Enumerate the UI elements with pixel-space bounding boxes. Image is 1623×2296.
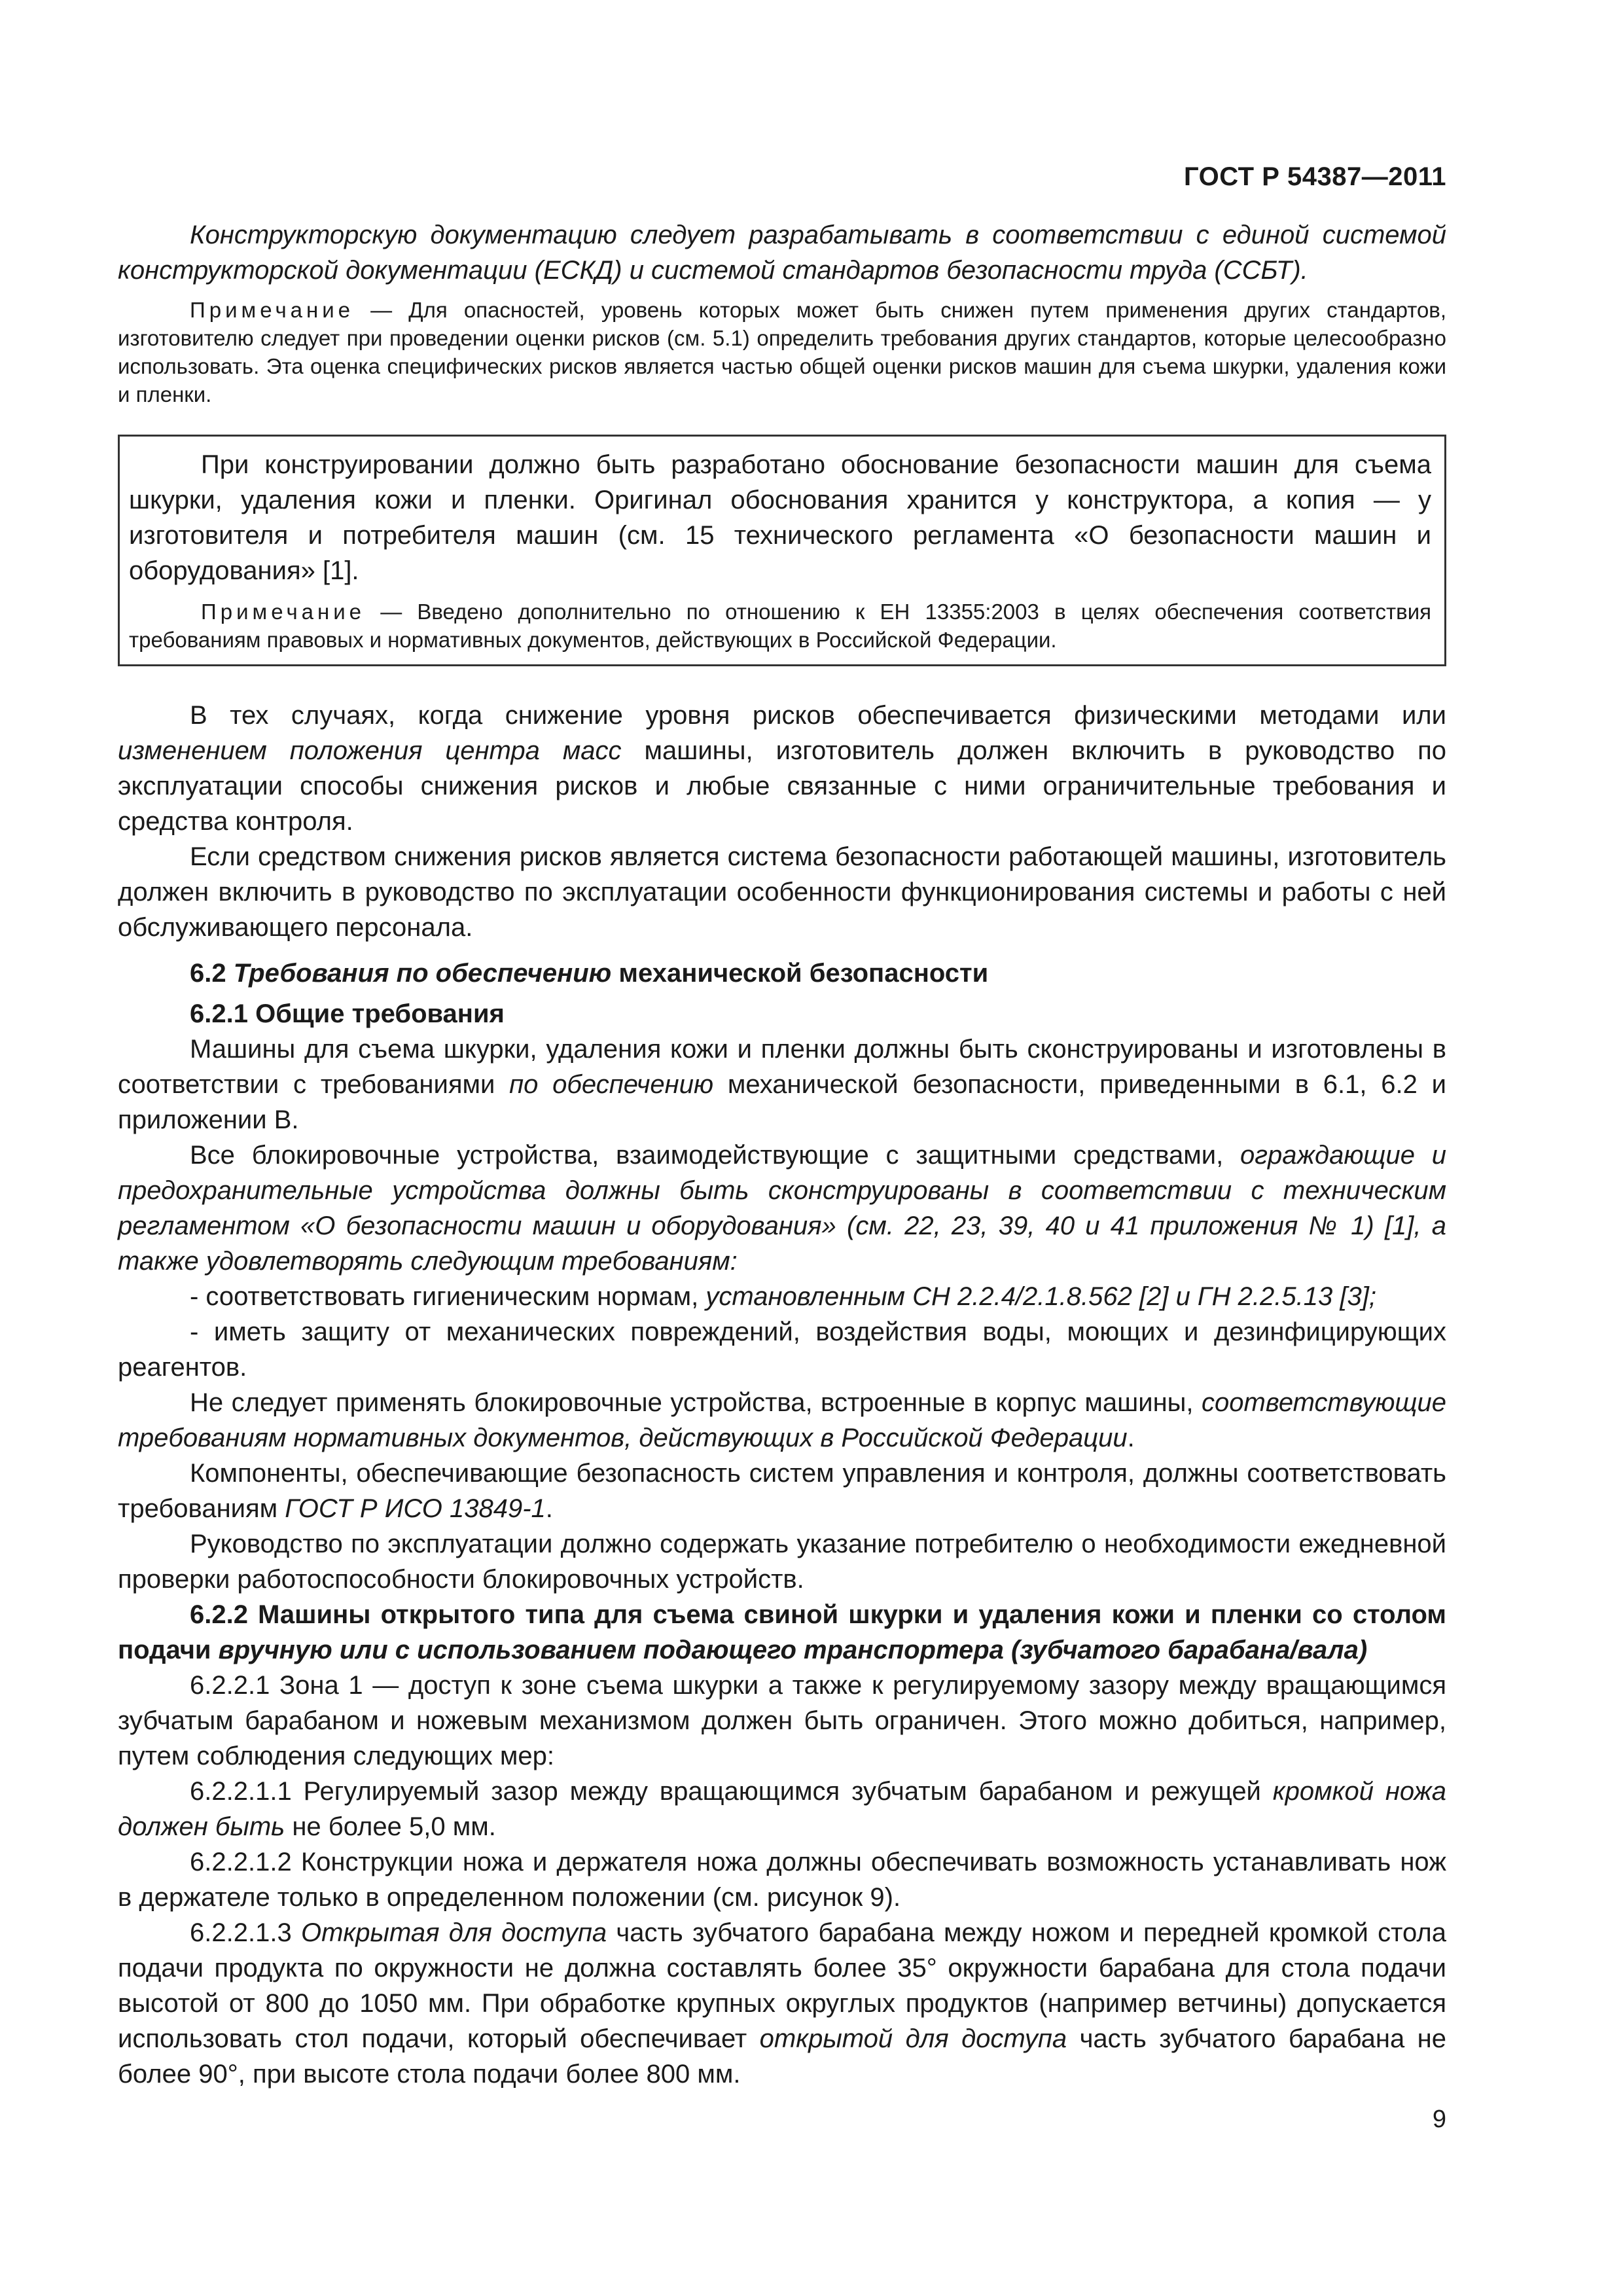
text-run: не более 5,0 мм. bbox=[285, 1812, 496, 1841]
italic-run: открытой для доступа bbox=[759, 2024, 1067, 2053]
paragraph-safety-system: Если средством снижения рисков является система безопасности работающей машины, изготовитель должен включить в руководство по эксплуатации особенности функционирования системы и работы с ней обслуживающего персонала. bbox=[118, 842, 1446, 942]
text-run: Машины для съема шкурки, удаления кожи и пленки должны быть сконструированы и изготовлены в соответствии с требованиями bbox=[118, 1035, 1446, 1099]
paragraph-components bbox=[118, 1456, 1446, 1526]
italic-run: по обеспечению bbox=[509, 1070, 714, 1099]
box-note-label: Примечание bbox=[201, 600, 366, 624]
paragraph-6-2-2-1: 6.2.2.1 Зона 1 — доступ к зоне съема шкурки а также к регулируемому зазору между вращающимся зубчатым барабаном и ножевым механизмом должен быть ограничен. Этого можно добиться, например, путем соблюдения следующих мер: bbox=[118, 1671, 1446, 1770]
intro-paragraph: Конструкторскую документацию следует разрабатывать в соответствии с единой системой конструкторской документации (ЕСКД) и системой стандартов безопасности труда (ССБТ). bbox=[118, 221, 1446, 285]
section-heading-6-2-1 bbox=[118, 996, 1446, 1031]
text-run: В тех случаях, когда снижение уровня рисков обеспечивается физическими методами или bbox=[190, 701, 1446, 730]
italic-run: кромкой ножа должен быть bbox=[118, 1777, 1447, 1841]
section-number: 6.2.2 bbox=[190, 1600, 248, 1629]
note-paragraph bbox=[118, 296, 1446, 408]
box-paragraph: При конструировании должно быть разработано обоснование безопасности машин для съема шкурки, удаления кожи и пленки. Оригинал обоснования хранится у конструктора, а копия — у изготовителя и потребителя машин (см. 15 технического регламента «О безопасности машин и оборудования» [1]. bbox=[129, 450, 1431, 585]
text-run: - соответствовать гигиеническим нормам, bbox=[190, 1282, 706, 1311]
paragraph-machines bbox=[118, 1031, 1446, 1138]
text-run: часть зубчатого барабана не более 90°, при высоте стола подачи более 800 мм. bbox=[118, 2024, 1447, 2089]
italic-run: ограждающие и предохранительные устройства должны быть сконструированы в соответствии с техническим регламентом «О безопасности машин и оборудования» (см. 22, 23, 39, 40 и 41 приложения № 1) [1], а также удовлетворять следующим требованиям: bbox=[118, 1141, 1446, 1276]
paragraph-6-2-2-1-2: 6.2.2.1.2 Конструкции ножа и держателя ножа должны обеспечивать возможность устанавливать нож в держателе только в определенном положении (см. рисунок 9). bbox=[118, 1848, 1446, 1912]
box-note-text: — Введено дополнительно по отношению к ЕН 13355:2003 в целях обеспечения соответствия требованиям правовых и нормативных документов, действующих в Российской Федерации. bbox=[129, 600, 1432, 652]
text-run: машины, изготовитель должен включить в руководство по эксплуатации способы снижения рисков и любые связанные с ними ограничительные требования и средства контроля. bbox=[118, 736, 1446, 836]
text-run: Не следует применять блокировочные устройства, встроенные в корпус машины, bbox=[190, 1388, 1202, 1417]
paragraph-6-2-2-1-3 bbox=[118, 1915, 1446, 2092]
text-run: часть зубчатого барабана между ножом и передней кромкой стола подачи продукта по окружности не должна составлять более 35° окружности барабана для стола подачи высотой от 800 до 1050 мм. При обработке крупных округлых продуктов (например ветчины) допускается использовать стол подачи, который обеспечивает bbox=[118, 1918, 1447, 2053]
italic-run: изменением положения центра масс bbox=[118, 736, 622, 765]
box-note bbox=[129, 598, 1431, 654]
page-content bbox=[118, 217, 1446, 2092]
text-run: . bbox=[1127, 1424, 1135, 1452]
text-run: 6.2.2.1.3 bbox=[190, 1918, 301, 1947]
framed-addition-box bbox=[118, 435, 1446, 666]
paragraph-cases bbox=[118, 698, 1446, 839]
list-item: - иметь защиту от механических повреждений, воздействия воды, моющих и дезинфицирующих реагентов. bbox=[118, 1318, 1446, 1382]
section-number: 6.2.1 bbox=[190, 999, 248, 1028]
list-item bbox=[118, 1279, 1446, 1314]
text-run: Все блокировочные устройства, взаимодействующие с защитными средствами, bbox=[190, 1141, 1241, 1170]
italic-run: вручную или с использованием подающего транспортера (зубчатого барабана/вала) bbox=[218, 1636, 1368, 1664]
section-title: Общие требования bbox=[255, 999, 505, 1028]
section-number: 6.2 bbox=[190, 959, 226, 988]
paragraph-6-2-2-1-1 bbox=[118, 1774, 1446, 1844]
text-run: механической безопасности, приведенными в 6.1, 6.2 и приложении В. bbox=[118, 1070, 1446, 1134]
section-heading-6-2 bbox=[118, 956, 1446, 991]
paragraph-not-apply bbox=[118, 1385, 1446, 1456]
note-text: — Для опасностей, уровень которых может быть снижен путем применения других стандартов, изготовителю следует при проведении оценки рисков (см. 5.1) определить требования других стандартов, которые целесообразно использовать. Эта оценка специфических рисков является частью общей оценки рисков машин для съема шкурки, удаления кожи и пленки. bbox=[118, 298, 1447, 406]
text-run: механической безопасности bbox=[611, 959, 989, 988]
note-label: Примечание bbox=[190, 298, 355, 322]
italic-run: установленным СН 2.2.4/2.1.8.562 [2] и ГН 2.2.5.13 [3]; bbox=[705, 1282, 1376, 1311]
italic-run: соответствующие требованиям нормативных документов, действующих в Российской Федерации bbox=[118, 1388, 1446, 1452]
document-header: ГОСТ Р 54387—2011 bbox=[1184, 162, 1446, 191]
italic-run: Открытая для доступа bbox=[300, 1918, 607, 1947]
text-run: . bbox=[545, 1494, 553, 1523]
italic-run: ГОСТ Р ИСО 13849-1 bbox=[285, 1494, 546, 1523]
page-number: 9 bbox=[1432, 2106, 1446, 2133]
text-run: Машины открытого типа для съема свиной шкурки и удаления кожи и пленки со столом подачи bbox=[118, 1600, 1446, 1664]
paragraph-blocking-devices bbox=[118, 1138, 1446, 1279]
text-run: Компоненты, обеспечивающие безопасность систем управления и контроля, должны соответствовать требованиям bbox=[118, 1459, 1446, 1523]
text-run: 6.2.2.1.1 Регулируемый зазор между вращающимся зубчатым барабаном и режущей bbox=[190, 1777, 1273, 1806]
section-heading-6-2-2 bbox=[118, 1597, 1446, 1668]
paragraph-manual: Руководство по эксплуатации должно содержать указание потребителю о необходимости ежедневной проверки работоспособности блокировочных устройств. bbox=[118, 1530, 1446, 1594]
italic-run: Требования по обеспечению bbox=[233, 959, 612, 988]
